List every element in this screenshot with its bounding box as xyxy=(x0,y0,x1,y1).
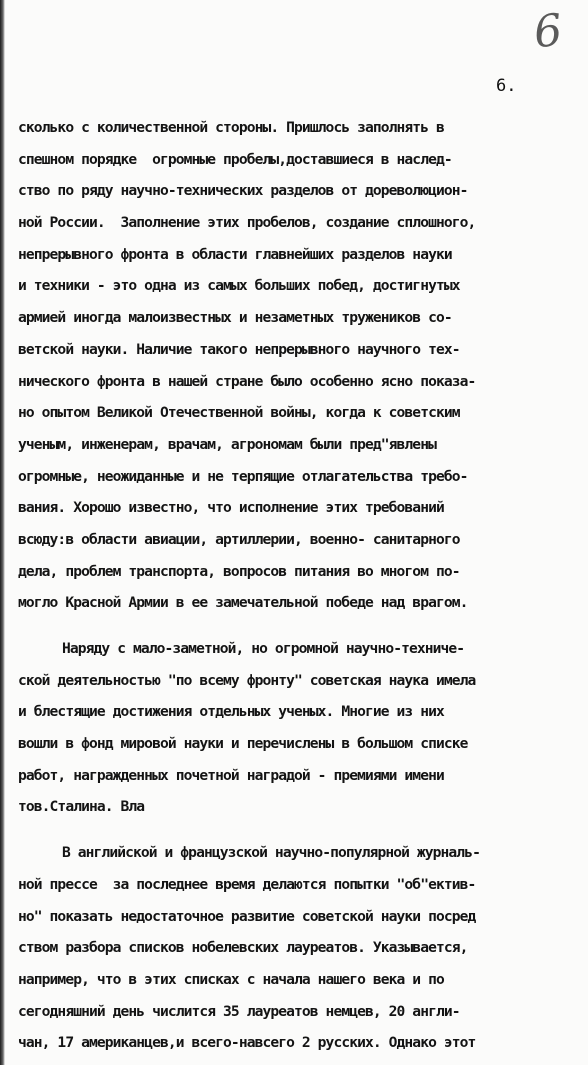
text-line: чан, 17 американцев,и всего-навсего 2 русских. Однако этот xyxy=(18,1034,476,1052)
text-line: огромные, неожиданные и не терпящие отлагательства требо- xyxy=(18,467,468,485)
text-line: В английской и французской научно-популярной журналь- xyxy=(62,844,480,862)
text-line: и блестящие достижения отдельных ученых. Многие из них xyxy=(18,703,444,721)
text-line: сколько с количественной стороны. Пришлось заполнять в xyxy=(18,119,444,136)
paragraph-gap xyxy=(18,823,586,837)
text-line: спешном порядке огромные пробелы,доставшиеся в наслед- xyxy=(18,150,452,168)
paragraph-gap xyxy=(18,619,586,633)
text-line: тов.Сталина. Вла xyxy=(18,798,145,816)
text-line: ной России. Заполнение этих пробелов, создание сплошного, xyxy=(18,214,476,232)
page-number: 6. xyxy=(496,76,517,96)
text-line: но" показать недостаточное развитие советской науки посред xyxy=(18,907,476,925)
text-line: но опытом Великой Отечественной войны, когда к советским xyxy=(18,404,460,422)
text-line: и техники - это одна из самых больших побед, достигнутых xyxy=(18,277,460,295)
text-line: непрерывного фронта в области главнейших разделов науки xyxy=(18,245,452,263)
text-line: ветской науки. Наличие такого непрерывного научного тех- xyxy=(18,340,460,358)
text-line: например, что в этих списках с начала нашего века и по xyxy=(18,970,444,988)
text-line: Наряду с мало-заметной, но огромной научно-техниче- xyxy=(62,640,465,657)
text-line: вошли в фонд мировой науки и перечислены в большом списке xyxy=(18,735,468,753)
text-line: сегодняшний день числится 35 лауреатов немцев, 20 англи- xyxy=(18,1002,460,1020)
text-line: могло Красной Армии в ее замечательной победе над врагом. xyxy=(18,594,468,612)
text-line: дела, проблем транспорта, вопросов питания во многом по- xyxy=(18,562,460,580)
text-line: ство по ряду научно-технических разделов от дореволюцион- xyxy=(18,182,468,200)
text-line: ной прессе за последнее время делаются попытки "об"ектив- xyxy=(18,875,476,893)
text-line: ученым, инженерам, врачам, агрономам были пред"явлены xyxy=(18,435,436,453)
paragraph xyxy=(18,633,586,823)
paragraph xyxy=(18,112,586,619)
body-text xyxy=(18,112,586,1059)
scan-edge xyxy=(0,0,5,1065)
text-line: ством разбора списков нобелевских лауреатов. Указывается, xyxy=(18,939,468,957)
text-line: всюду:в области авиации, артиллерии, военно- санитарного xyxy=(18,530,460,548)
text-line: работ, награжденных почетной наградой - премиями имени xyxy=(18,766,444,784)
text-line: армией иногда малоизвестных и незаметных тружеников со- xyxy=(18,309,452,327)
text-line: ской деятельностью "по всему фронту" советская наука имела xyxy=(18,671,476,689)
paragraph xyxy=(18,837,586,1059)
handwritten-page-mark: 6 xyxy=(531,4,565,59)
text-line: нического фронта в нашей стране было особенно ясно показа- xyxy=(18,372,476,390)
text-line: вания. Хорошо известно, что исполнение этих требований xyxy=(18,499,444,517)
